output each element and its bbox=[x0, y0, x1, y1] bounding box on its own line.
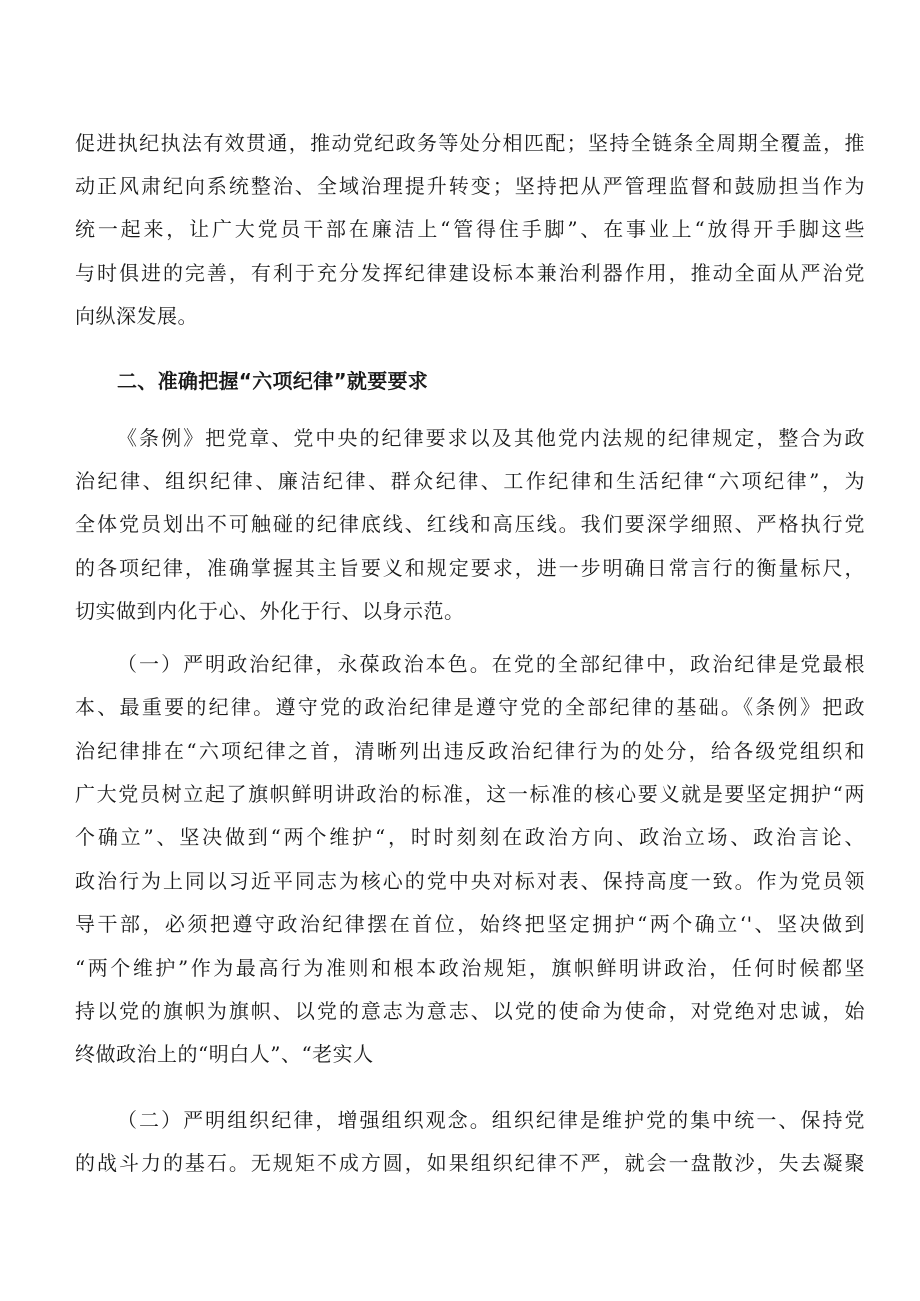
text-line: 个确立”、坚决做到“两个维护“，时时刻刻在政治方向、政治立场、政治言论、 bbox=[75, 825, 865, 849]
text-line: “两个维护”作为最高行为准则和根本政治规矩，旗帜鲜明讲政治，任何时候都坚 bbox=[75, 956, 865, 980]
text-line: 广大党员树立起了旗帜鲜明讲政治的标准，这一标准的核心要义就是要坚定拥护“两 bbox=[75, 782, 865, 806]
text-line: 与时俱进的完善，有利于充分发挥纪律建设标本兼治利器作用，推动全面从严治党 bbox=[75, 261, 865, 285]
text-line: 治纪律、组织纪律、廉洁纪律、群众纪律、工作纪律和生活纪律“六项纪律”，为 bbox=[75, 469, 865, 493]
text-line: （二）严明组织纪律，增强组织观念。组织纪律是维护党的集中统一、保持党 bbox=[117, 1108, 865, 1132]
text-line: 本、最重要的纪律。遵守党的政治纪律是遵守党的全部纪律的基础。《条例》把政 bbox=[75, 695, 865, 719]
text-line: 终做政治上的“明白人”、“老实人 bbox=[75, 1042, 374, 1066]
text-line: 治纪律排在“六项纪律之首，清晰列出违反政治纪律行为的处分，给各级党组织和 bbox=[75, 739, 865, 763]
text-line: 的各项纪律，准确掌握其主旨要义和规定要求，进一步明确日常言行的衡量标尺， bbox=[75, 556, 865, 580]
text-line: （一）严明政治纪律，永葆政治本色。在党的全部纪律中，政治纪律是党最根 bbox=[117, 652, 865, 676]
text-line: 持以党的旗帜为旗帜、以党的意志为意志、以党的使命为使命，对党绝对忠诚，始 bbox=[75, 999, 865, 1023]
text-line: 《条例》把党章、党中央的纪律要求以及其他党内法规的纪律规定，整合为政 bbox=[117, 426, 865, 450]
text-line: 导干部，必须把遵守政治纪律摆在首位，始终把坚定拥护“两个确立‘'、坚决做到 bbox=[75, 912, 865, 936]
text-line: 政治行为上同以习近平同志为核心的党中央对标对表、保持高度一致。作为党员领 bbox=[75, 869, 865, 893]
text-line: 向纵深发展。 bbox=[75, 304, 198, 328]
text-line: 切实做到内化于心、外化于行、以身示范。 bbox=[75, 599, 465, 623]
text-line: 统一起来，让广大党员干部在廉洁上“管得住手脚”、在事业上“放得开手脚这些 bbox=[75, 217, 865, 241]
text-line: 促进执纪执法有效贯通，推动党纪政务等处分相匹配；坚持全链条全周期全覆盖，推 bbox=[75, 131, 865, 155]
text-line: 动正风肃纪向系统整治、全域治理提升转变；坚持把从严管理监督和鼓励担当作为 bbox=[75, 174, 865, 198]
text-line: 的战斗力的基石。无规矩不成方圆，如果组织纪律不严，就会一盘散沙，失去凝聚 bbox=[75, 1151, 865, 1175]
section-heading: 二、准确把握“六项纪律”就要要求 bbox=[117, 369, 429, 393]
text-line: 全体党员划出不可触碰的纪律底线、红线和高压线。我们要深学细照、严格执行党 bbox=[75, 512, 865, 536]
